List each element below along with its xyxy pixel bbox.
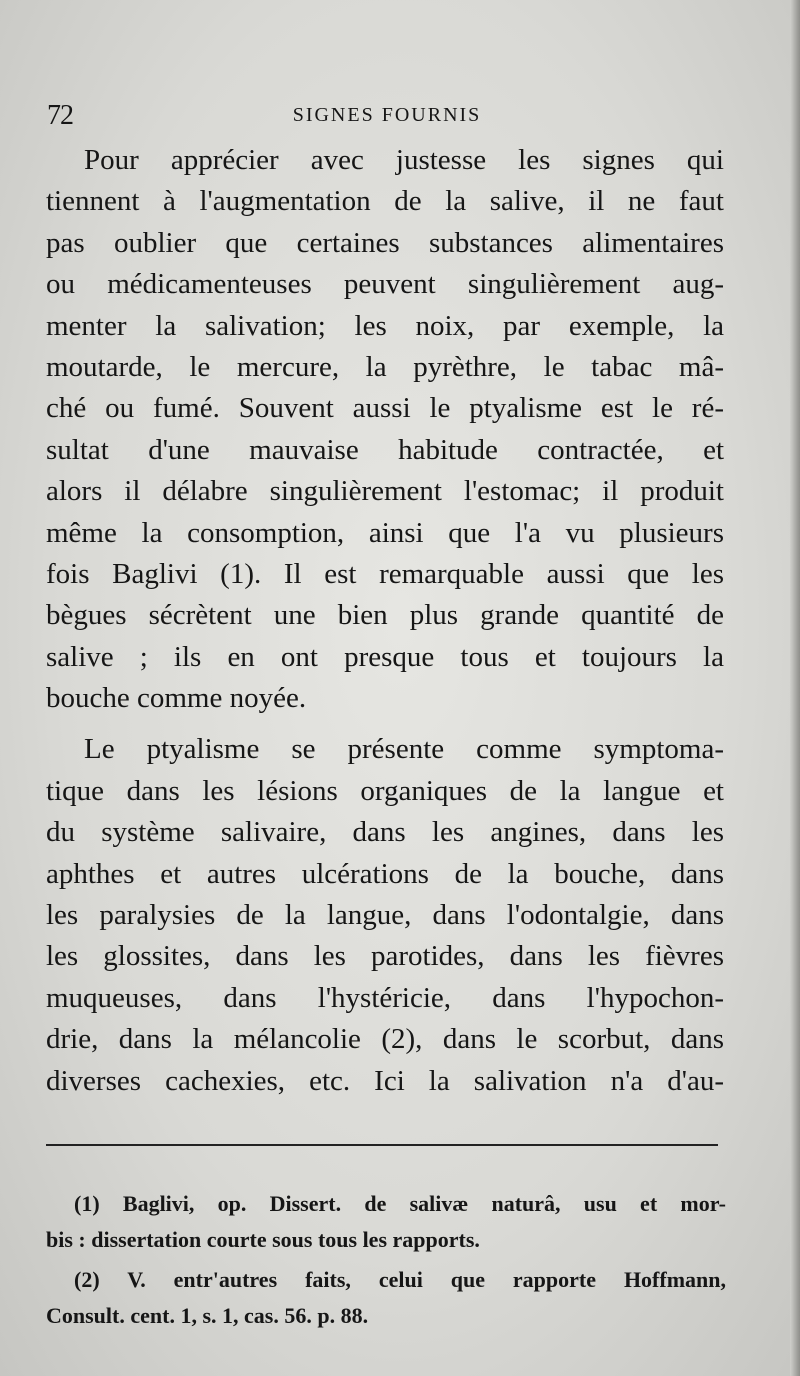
text-line: même la consomption, ainsi que l'a vu plusieurs xyxy=(46,516,724,549)
footnote-rule xyxy=(46,1144,718,1146)
text-line: sultat d'une mauvaise habitude contractée, et xyxy=(46,433,724,466)
text-line: menter la salivation; les noix, par exemple, la xyxy=(46,309,724,342)
footnote-line: (1) Baglivi, op. Dissert. de salivæ naturâ, usu et mor- xyxy=(74,1191,726,1216)
footnote-line: (2) V. entr'autres faits, celui que rapporte Hoffmann, xyxy=(74,1267,726,1292)
text-line: ché ou fumé. Souvent aussi le ptyalisme est le ré- xyxy=(46,392,724,425)
text-line: les glossites, dans les parotides, dans les fièvres xyxy=(46,940,724,973)
text-line: Le ptyalisme se présente comme symptoma- xyxy=(84,733,724,766)
paragraph-2 xyxy=(46,729,724,1102)
page-header xyxy=(47,100,727,134)
text-line: bègues sécrètent une bien plus grande quantité de xyxy=(46,599,724,632)
text-line: du système salivaire, dans les angines, dans les xyxy=(46,816,724,849)
text-line: ou médicamenteuses peuvent singulièrement aug- xyxy=(46,268,724,301)
running-head: SIGNES FOURNIS xyxy=(292,104,482,126)
page-number: 72 xyxy=(47,100,73,131)
paragraph-1 xyxy=(46,140,724,719)
text-line: aphthes et autres ulcérations de la bouche, dans xyxy=(46,857,724,890)
footnote-1 xyxy=(46,1186,726,1258)
body-text xyxy=(46,140,724,1102)
text-line: bouche comme noyée. xyxy=(46,682,307,715)
footnote-line: bis : dissertation courte sous tous les rapports. xyxy=(46,1227,480,1252)
text-line: pas oublier que certaines substances alimentaires xyxy=(46,226,724,259)
text-line: diverses cachexies, etc. Ici la salivation n'a d'au- xyxy=(46,1064,724,1097)
text-line: salive ; ils en ont presque tous et toujours la xyxy=(46,640,724,673)
text-line: Pour apprécier avec justesse les signes qui xyxy=(84,144,724,176)
text-line: tiennent à l'augmentation de la salive, il ne faut xyxy=(46,185,724,218)
text-line: moutarde, le mercure, la pyrèthre, le tabac mâ- xyxy=(46,350,724,383)
page-edge-shadow xyxy=(790,0,800,1376)
text-line: tique dans les lésions organiques de la langue et xyxy=(46,774,724,807)
footnotes xyxy=(46,1186,726,1334)
text-line: muqueuses, dans l'hystéricie, dans l'hypochon- xyxy=(46,981,724,1014)
footnote-line: Consult. cent. 1, s. 1, cas. 56. p. 88. xyxy=(46,1303,369,1328)
text-line: alors il délabre singulièrement l'estomac; il produit xyxy=(46,475,724,508)
text-line: les paralysies de la langue, dans l'odontalgie, dans xyxy=(46,899,724,932)
footnote-2 xyxy=(46,1262,726,1334)
text-line: drie, dans la mélancolie (2), dans le scorbut, dans xyxy=(46,1023,724,1056)
text-line: fois Baglivi (1). Il est remarquable aussi que les xyxy=(46,557,724,590)
paragraph-gap xyxy=(46,719,724,729)
